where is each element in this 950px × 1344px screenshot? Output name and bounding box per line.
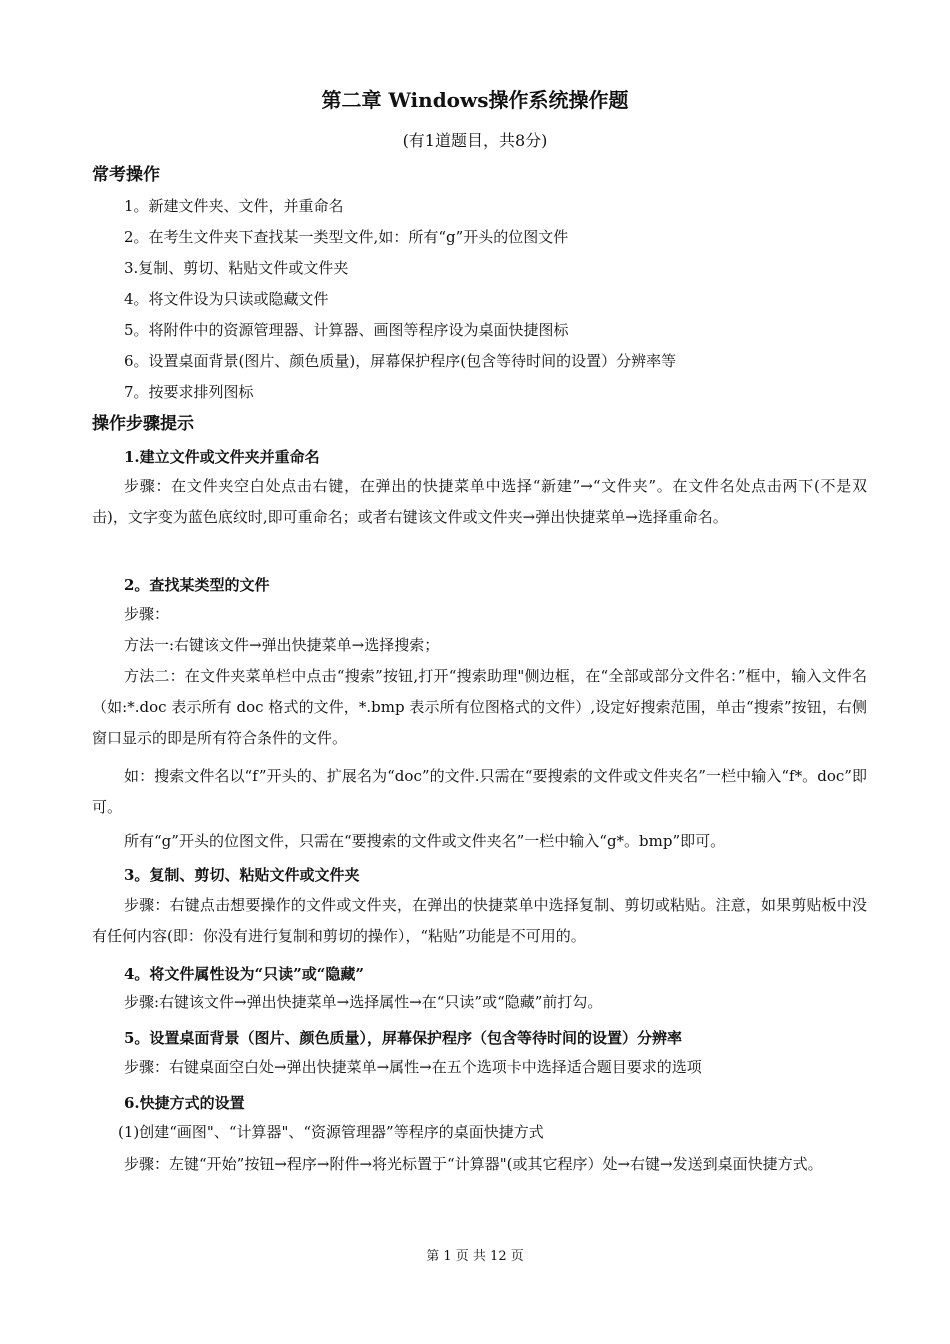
step-paragraph: 方法一:右键该文件→弹出快捷菜单→选择搜索； bbox=[124, 636, 440, 654]
list-item: 5。将附件中的资源管理器、计算器、画图等程序设为桌面快捷图标 bbox=[124, 321, 569, 339]
list-item: 1。新建文件夹、文件，并重命名 bbox=[124, 197, 344, 215]
step-paragraph: 步骤： bbox=[124, 605, 170, 623]
step-heading: 2。查找某类型的文件 bbox=[124, 576, 270, 594]
page-title: 第二章 Windows操作系统操作题 bbox=[321, 88, 629, 112]
step-paragraph: 步骤：右键点击想要操作的文件或文件夹，在弹出的快捷菜单中选择复制、剪切或粘贴。注意，如果剪贴板中没有任何内容(即：你没有进行复制和剪切的操作），“粘贴”功能是不可用的。 bbox=[92, 896, 867, 945]
step-paragraph: 步骤：在文件夹空白处点击右键，在弹出的快捷菜单中选择“新建”→“文件夹”。在文件名处点击两下(不是双击)，文字变为蓝色底纹时,即可重命名；或者右键该文件或文件夹→弹出快捷菜单→选择重命名。 bbox=[92, 477, 867, 526]
step-heading: 5。设置桌面背景（图片、颜色质量），屏幕保护程序（包含等待时间的设置）分辨率 bbox=[124, 1029, 682, 1047]
step-paragraph: 步骤：左键“开始”按钮→程序→附件→将光标置于“计算器"(或其它程序）处→右键→发送到桌面快捷方式。 bbox=[124, 1155, 823, 1173]
page-subtitle: (有1道题目，共8分) bbox=[402, 131, 548, 150]
section-heading-common-operations: 常考操作 bbox=[92, 165, 160, 185]
step-heading: 1.建立文件或文件夹并重命名 bbox=[124, 448, 320, 466]
step-paragraph: 步骤:右键该文件→弹出快捷菜单→选择属性→在“只读”或“隐藏”前打勾。 bbox=[124, 993, 603, 1011]
step-heading: 3。复制、剪切、粘贴文件或文件夹 bbox=[124, 866, 360, 884]
step-paragraph: 方法二：在文件夹菜单栏中点击“搜索”按钮,打开“搜索助理"侧边框，在“全部或部分文件名：”框中，输入文件名（如:*.doc 表示所有 doc 格式的文件，*.bmp 表示所有位图格式的文件）,设定好搜索范围，单击“搜索”按钮，右侧窗口显示的即是所有符合条件的文件。 bbox=[92, 667, 867, 747]
step-heading: 4。将文件属性设为“只读”或“隐藏” bbox=[124, 965, 364, 983]
step-paragraph: (1)创建“画图"、“计算器"、“资源管理器”等程序的桌面快捷方式 bbox=[118, 1123, 544, 1141]
page-footer: 第 1 页 共 12 页 bbox=[426, 1249, 524, 1264]
list-item: 6。设置桌面背景(图片、颜色质量)，屏幕保护程序(包含等待时间的设置）分辨率等 bbox=[124, 352, 677, 370]
step-paragraph: 如：搜索文件名以“f”开头的、扩展名为“doc”的文件.只需在“要搜索的文件或文件夹名”一栏中输入“f*。doc”即可。 bbox=[92, 767, 867, 816]
section-heading-step-tips: 操作步骤提示 bbox=[92, 414, 194, 434]
step-paragraph: 步骤：右键桌面空白处→弹出快捷菜单→属性→在五个选项卡中选择适合题目要求的选项 bbox=[124, 1058, 702, 1076]
list-item: 3.复制、剪切、粘贴文件或文件夹 bbox=[124, 259, 349, 277]
step-heading: 6.快捷方式的设置 bbox=[124, 1094, 245, 1112]
list-item: 4。将文件设为只读或隐藏文件 bbox=[124, 290, 329, 308]
list-item: 7。按要求排列图标 bbox=[124, 383, 254, 401]
step-paragraph: 所有“g”开头的位图文件，只需在“要搜索的文件或文件夹名”一栏中输入“g*。bmp”即可。 bbox=[124, 832, 726, 850]
list-item: 2。在考生文件夹下查找某一类型文件,如：所有“g”开头的位图文件 bbox=[124, 228, 569, 246]
